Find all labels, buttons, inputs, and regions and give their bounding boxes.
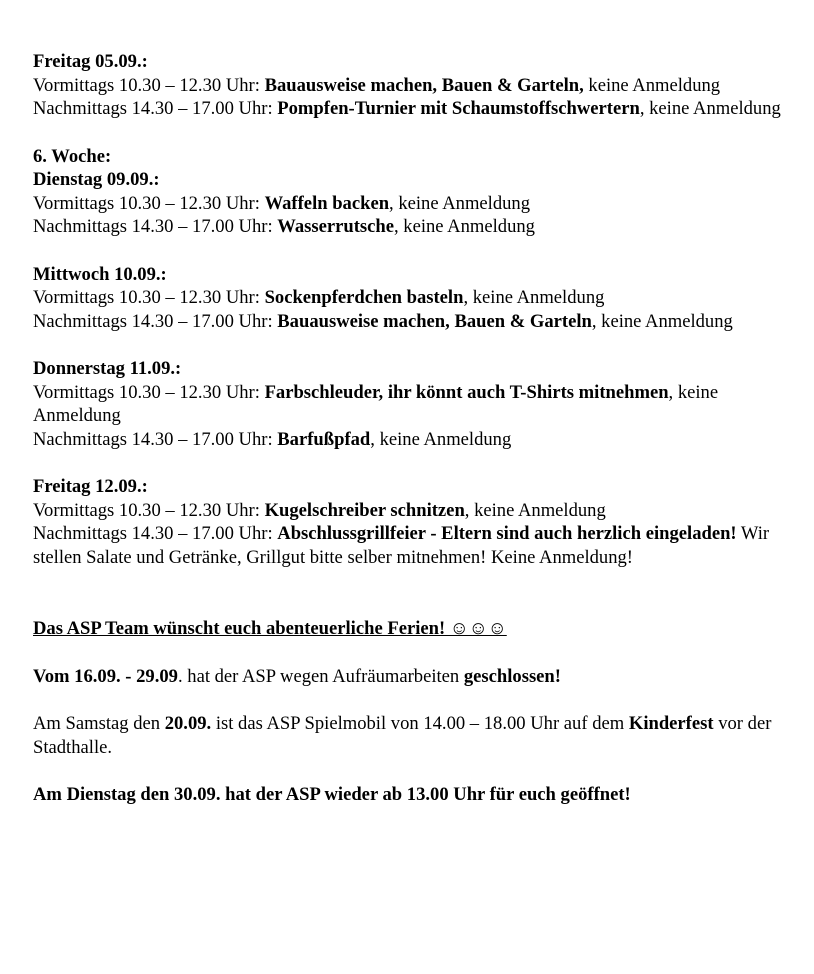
day-block-do-1109 (33, 357, 794, 451)
morning-line: Vormittags 10.30 – 12.30 Uhr: Sockenpferdchen basteln, keine Anmeldung (33, 287, 605, 308)
activity-title: Abschlussgrillfeier - Eltern sind auch herzlich eingeladen! (277, 523, 737, 544)
day-block-di-0909 (33, 145, 794, 239)
afternoon-line: Nachmittags 14.30 – 17.00 Uhr: Abschlussgrillfeier - Eltern sind auch herzlich eingeladen! Wir stellen Salate und Getränke, Grillgut bitte selber mitnehmen! Keine Anmeldung! (33, 523, 770, 568)
afternoon-line: Nachmittags 14.30 – 17.00 Uhr: Bauausweise machen, Bauen & Garteln, keine Anmeldung (33, 310, 733, 332)
reopen-notice: Am Dienstag den 30.09. hat der ASP wieder ab 13.00 Uhr für euch geöffnet! (33, 784, 631, 805)
activity-title: Kugelschreiber schnitzen (264, 499, 465, 521)
day-block-fr-0509 (33, 50, 794, 121)
activity-title: Bauausweise machen, Bauen & Garteln, (264, 74, 584, 96)
activity-title: Wasserrutsche (277, 216, 394, 237)
activity-title: Waffeln backen (264, 192, 390, 214)
team-wish: Das ASP Team wünscht euch abenteuerliche Ferien! ☺☺☺ (33, 618, 507, 639)
day-heading: Donnerstag 11.09.: (33, 358, 182, 379)
afternoon-line: Nachmittags 14.30 – 17.00 Uhr: Pompfen-Turnier mit Schaumstoffschwertern, keine Anmeldung (33, 98, 781, 119)
activity-title: Barfußpfad (277, 428, 371, 450)
activity-title: Farbschleuder, ihr könnt auch T-Shirts mitnehmen (264, 381, 669, 403)
day-block-mi-1009 (33, 263, 794, 334)
closure-notice: Vom 16.09. - 29.09. hat der ASP wegen Aufräumarbeiten geschlossen! (33, 665, 561, 687)
activity-title: Pompfen-Turnier mit Schaumstoffschwertern (277, 98, 640, 119)
activity-title: Bauausweise machen, Bauen & Garteln (277, 310, 592, 332)
morning-line: Vormittags 10.30 – 12.30 Uhr: Farbschleuder, ihr könnt auch T-Shirts mitnehmen, keine Anmeldung (33, 381, 719, 426)
morning-line: Vormittags 10.30 – 12.30 Uhr: Bauausweise machen, Bauen & Garteln, keine Anmeldung (33, 74, 721, 96)
day-block-fr-1209 (33, 475, 794, 569)
day-heading: Freitag 12.09.: (33, 476, 148, 497)
day-heading: Freitag 05.09.: (33, 51, 148, 72)
afternoon-line: Nachmittags 14.30 – 17.00 Uhr: Wasserrutsche, keine Anmeldung (33, 216, 535, 237)
day-heading: Mittwoch 10.09.: (33, 263, 167, 285)
spielmobil-notice: Am Samstag den 20.09. ist das ASP Spielmobil von 14.00 – 18.00 Uhr auf dem Kinderfest vor der Stadthalle. (33, 713, 772, 758)
day-heading: Dienstag 09.09.: (33, 169, 160, 190)
activity-title: Sockenpferdchen basteln (264, 287, 464, 308)
week-heading: 6. Woche: (33, 145, 112, 167)
morning-line: Vormittags 10.30 – 12.30 Uhr: Waffeln backen, keine Anmeldung (33, 192, 531, 214)
afternoon-line: Nachmittags 14.30 – 17.00 Uhr: Barfußpfad, keine Anmeldung (33, 428, 512, 450)
morning-line: Vormittags 10.30 – 12.30 Uhr: Kugelschreiber schnitzen, keine Anmeldung (33, 499, 606, 521)
